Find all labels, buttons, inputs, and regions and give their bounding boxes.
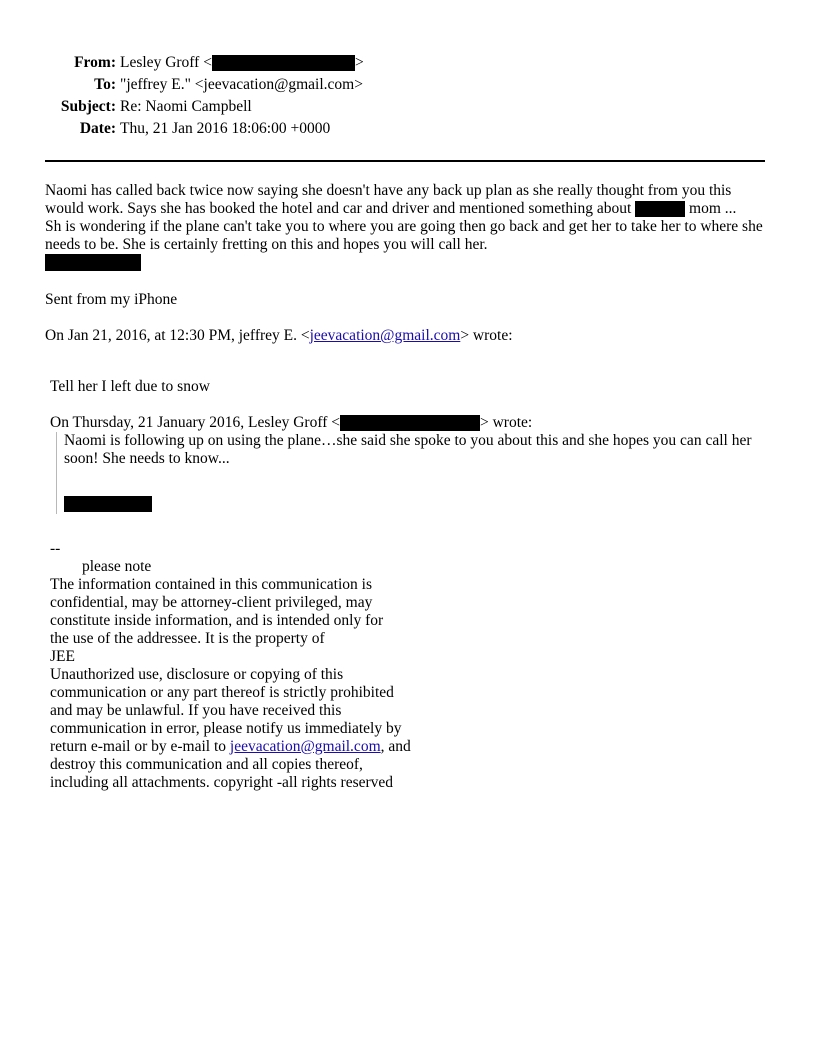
subject-value: Re: Naomi Campbell: [120, 98, 252, 115]
redaction-block: [45, 254, 141, 271]
nested-signature-redacted: [64, 486, 764, 514]
quote-intro-suffix: > wrote:: [460, 327, 513, 344]
redaction-block: [212, 55, 355, 71]
to-row: [0, 74, 816, 96]
to-value: "jeffrey E." <jeevacation@gmail.com>: [120, 76, 363, 93]
email-link[interactable]: jeevacation@gmail.com: [309, 327, 461, 344]
nested-intro-suffix: > wrote:: [479, 414, 533, 431]
nested-intro: [50, 414, 770, 432]
header-divider: [45, 160, 765, 162]
disclaimer-line: destroy this communication and all copies thereof,: [50, 756, 363, 773]
date-row: [0, 118, 816, 140]
disclaimer-line: The information contained in this communication is: [50, 576, 372, 593]
message-text-part2: mom ...: [685, 200, 737, 217]
disclaimer-line: communication or any part thereof is strictly prohibited: [50, 684, 394, 701]
date-value: Thu, 21 Jan 2016 18:06:00 +0000: [120, 120, 331, 137]
return-suffix: , and: [380, 738, 411, 755]
from-row: [0, 52, 816, 74]
from-value: [120, 52, 364, 74]
subject-label: Subject:: [60, 98, 116, 115]
signature-dashes: --: [50, 540, 61, 557]
sender-signature-redacted: [45, 254, 767, 273]
redaction-block: [635, 201, 685, 217]
nested-quote: [56, 432, 764, 514]
reply-text: Tell her I left due to snow: [50, 378, 210, 395]
sent-from: Sent from my iPhone: [45, 291, 178, 308]
email-link[interactable]: jeevacation@gmail.com: [229, 738, 381, 755]
disclaimer-line: JEE: [50, 648, 75, 665]
to-label: To:: [94, 76, 116, 93]
disclaimer-line-return: [50, 738, 430, 756]
from-close: >: [354, 54, 364, 71]
disclaimer-line: communication in error, please notify us immediately by: [50, 720, 402, 737]
message-text-part3: Sh is wondering if the plane can't take you to where you are going then go back and get her to take her to where she needs to be. She is certainly fretting on this and hopes you will call her.: [45, 218, 763, 253]
redaction-block: [64, 496, 152, 512]
disclaimer-line: the use of the addressee. It is the property of: [50, 630, 325, 647]
return-prefix: return e-mail or by e-mail to: [50, 738, 230, 755]
date-label: Date:: [79, 120, 116, 137]
message-body: [45, 182, 767, 345]
disclaimer-line: including all attachments. copyright -all rights reserved: [50, 774, 394, 791]
email-header: [0, 52, 816, 140]
from-name: Lesley Groff <: [120, 54, 212, 71]
from-label: From:: [74, 54, 116, 71]
message-text-part1: Naomi has called back twice now saying she doesn't have any back up plan as she really thought from you this would work. Says she has booked the hotel and car and driver and mentioned something about: [45, 182, 732, 217]
quote-intro: [45, 327, 767, 345]
disclaimer-line: confidential, may be attorney-client privileged, may: [50, 594, 373, 611]
please-note: please note: [82, 558, 152, 575]
redaction-block: [340, 415, 480, 431]
message-paragraph: [45, 182, 767, 254]
disclaimer-line: constitute inside information, and is intended only for: [50, 612, 384, 629]
subject-row: [0, 96, 816, 118]
nested-intro-prefix: On Thursday, 21 January 2016, Lesley Groff <: [50, 414, 340, 431]
nested-quote-text: Naomi is following up on using the plane…she said she spoke to you about this and she hopes you can call her soon! She needs to know...: [64, 432, 752, 467]
disclaimer-line: and may be unlawful. If you have received this: [50, 702, 342, 719]
quoted-reply: [50, 378, 770, 514]
disclaimer-line: Unauthorized use, disclosure or copying of this: [50, 666, 344, 683]
confidentiality-signature: [50, 540, 430, 792]
quote-intro-prefix: On Jan 21, 2016, at 12:30 PM, jeffrey E. <: [45, 327, 310, 344]
spacer: [64, 468, 764, 486]
